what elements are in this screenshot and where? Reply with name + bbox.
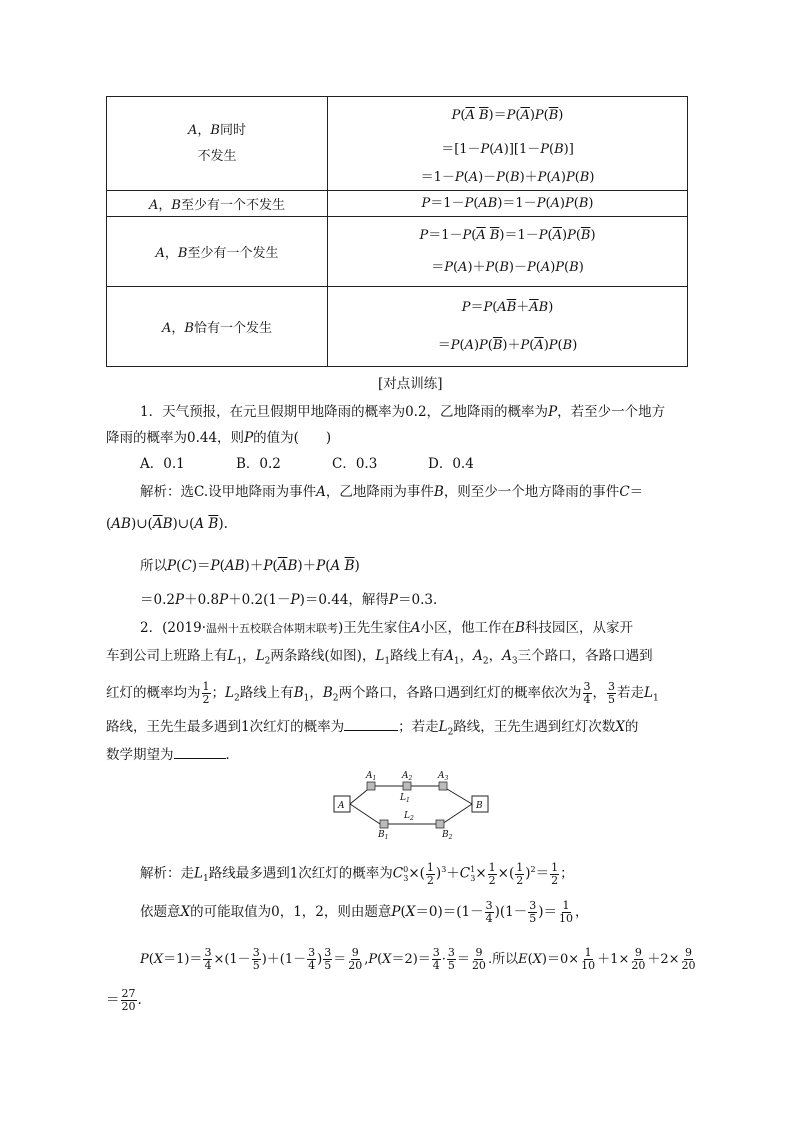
answer-blank-2[interactable]	[174, 744, 226, 759]
table-row	[107, 97, 688, 191]
fraction-one-half: $\frac{1}{2}$	[202, 680, 210, 706]
node-b2-square	[436, 820, 444, 828]
q2-line2: 车到公司上班路上有$L_1$，$L_2$两条路线(如图)，$L_1$路线上有$A_1$，$A_2$，$A_3$三个路口，各路口遇到	[106, 648, 653, 667]
table-row	[107, 287, 688, 367]
label-l1: $L_1$	[400, 793, 410, 804]
route-diagram	[330, 766, 494, 840]
section-title: [对点训练]	[378, 376, 443, 392]
label-b: B	[476, 801, 483, 811]
q1-option-c[interactable]: C．0.3	[332, 456, 378, 472]
table-formula-cell: $P=1-P(\overline{A}$ $\overline{B})=1-P(\overline{A})P(\overline{B})$ ＝P(A)＋P(B)－P(A)P(B)	[328, 217, 688, 287]
node-a2-square	[403, 782, 411, 790]
table-row	[107, 191, 688, 217]
fraction-three-fifths: $\frac{3}{5}$	[608, 680, 616, 706]
table-event-cell: A，B至少有一个不发生	[107, 191, 328, 217]
label-a: A	[338, 801, 345, 811]
table-event-cell: A，B恰有一个发生	[107, 287, 328, 367]
q2-line4: 路线，王先生最多遇到1次红灯的概率为 ；若走$L_2$路线，王先生遇到红灯次数X的	[106, 716, 638, 743]
q1-analysis-line3: 所以$P(C)=P(AB)+P(\overline{A}B)+P(A$ $\overline{B}$)	[140, 558, 360, 574]
table-event-cell: A，B至少有一个发生	[107, 217, 328, 287]
fraction-three-quarters: $\frac{3}{4}$	[583, 680, 591, 706]
probability-table	[106, 96, 688, 367]
q1-option-b[interactable]: B．0.2	[236, 456, 281, 472]
label-b2: $B_2$	[442, 830, 453, 840]
label-a1: $A_1$	[366, 771, 377, 782]
q2-source: 温州十五校联合体期末联考	[206, 622, 339, 635]
table-event-cell: A，B同时 不发生	[107, 97, 328, 191]
label-a3: $A_3$	[438, 771, 449, 782]
label-l2: $L_2$	[404, 811, 414, 822]
table-formula-cell: P＝1－P(AB)＝1－P(A)P(B)	[328, 191, 688, 217]
table-row	[107, 217, 688, 287]
q2-analysis-line2: 依题意X的可能取值为0，1，2，则由题意P(X＝0)＝(1－ $\frac{3}{4}$ )(1－ $\frac{3}{5}$ )＝ $\frac{1}{10}$ ，	[140, 899, 589, 925]
q1-analysis-line1: 解析：选C.设甲地降雨为事件A，乙地降雨为事件B，则至少一个地方降雨的事件C＝	[140, 484, 644, 500]
table-formula-cell: $P(\overline{A}$ $\overline{B})=P(\overline{A})P(\overline{B})$ ＝[1－P(A)][1－P(B)] ＝1－P(A)－P(B)＋P(A)P(B)	[328, 97, 688, 191]
q1-stem-line1: 1．天气预报，在元旦假期甲地降雨的概率为0.2，乙地降雨的概率为P，若至少一个地方	[140, 404, 666, 420]
q2-analysis-line4: ＝ $\frac{27}{20}$ .	[106, 987, 142, 1013]
table-formula-cell: $P=P(A\overline{B}+\overline{A}B)$ $=P(A)P(\overline{B})+P(\overline{A})P(B)$	[328, 287, 688, 367]
q2-analysis-line1: 解析：走$L_1$路线最多遇到1次红灯的概率为$C^0_3\times$( $\frac{1}{2}$ )$^3+C^1_3\times$ $\frac{1}{2}$ ×( $\frac{1}{2}$ )$^2$＝ $\frac{1}{2}$ ；	[140, 860, 574, 887]
q2-line1: 2．(2019·温州十五校联合体期末联考)王先生家住A小区，他工作在B科技园区，从家开	[140, 620, 633, 636]
q1-analysis-line2: $(AB)\cup(\overline{A}B)\cup(A$ $\overline{B}$).	[106, 516, 228, 532]
q2-number: 2．(2019·	[140, 620, 207, 636]
q2-line5: 数学期望为 ．	[106, 744, 239, 765]
node-a3-square	[439, 782, 447, 790]
q2-line3: 红灯的概率均为 $\frac{1}{2}$ ；$L_2$路线上有$B_1$，$B_2$两个路口，各路口遇到红灯的概率依次为 $\frac{3}{4}$ ， $\frac{3}{5}$ 若走$L_1$	[106, 680, 659, 706]
q1-stem-line2: 降雨的概率为0.44，则P的值为( )	[106, 430, 332, 446]
label-a2: $A_2$	[402, 771, 413, 782]
q1-option-a[interactable]: A．0.1	[140, 456, 185, 472]
label-b1: $B_1$	[378, 830, 389, 840]
node-a1-square	[367, 782, 375, 790]
answer-fraction: $\frac{27}{20}$	[121, 987, 136, 1013]
q1-options	[140, 454, 474, 474]
node-b1-square	[380, 820, 388, 828]
q1-option-d[interactable]: D．0.4	[428, 456, 474, 472]
answer-blank-1[interactable]	[344, 716, 398, 731]
q2-analysis-line3: P(X＝1)＝ $\frac{3}{4}$ ×(1－ $\frac{3}{5}$ )＋(1－ $\frac{3}{4}$ ) $\frac{3}{5}$ ＝ $\frac{9}{20}$ ,P(X＝2)＝ $\frac{3}{4}$ · $\frac{3}{5}$ ＝ $\frac{9}{20}$ .所以E(X)＝0× $\frac{1}{10}$ ＋1× $\frac{9}{20}$ ＋2× $\frac{9}{20}$	[140, 946, 696, 972]
q1-analysis-line4: ＝0.2P＋0.8P＋0.2(1－P)＝0.44，解得P＝0.3.	[140, 592, 438, 608]
